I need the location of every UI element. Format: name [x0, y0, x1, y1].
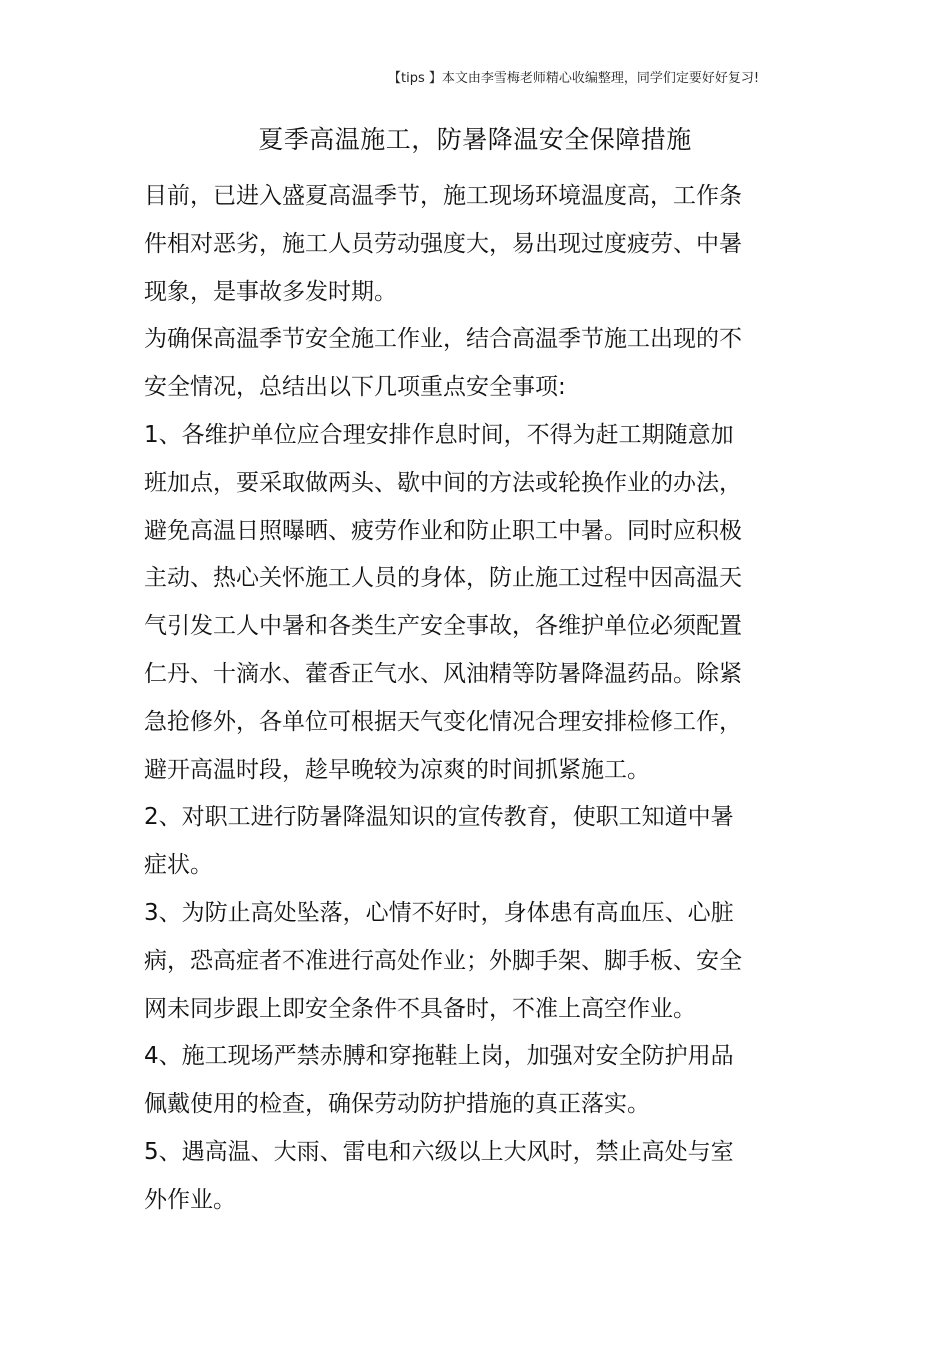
tips-note: 【tips 】本文由李雪梅老师精心收编整理，同学们定要好好复习!: [388, 71, 760, 86]
text-line: 安全情况，总结出以下几项重点安全事项:: [144, 374, 566, 401]
text-line: 1、各维护单位应合理安排作息时间，不得为赶工期随意加: [144, 421, 734, 448]
item-3: [144, 890, 744, 1033]
paragraph-intro: [144, 173, 744, 316]
text-line: 病，恐高症者不准进行高处作业；外脚手架、脚手板、安全: [144, 947, 742, 974]
text-line: 避免高温日照曝晒、疲劳作业和防止职工中暑。同时应积极: [144, 517, 742, 544]
document-body: [144, 173, 744, 1225]
text-line: 2、对职工进行防暑降温知识的宣传教育，使职工知道中暑: [144, 804, 734, 831]
text-line: 仁丹、十滴水、藿香正气水、风油精等防暑降温药品。除紧: [144, 660, 742, 687]
text-line: 外作业。: [144, 1186, 236, 1213]
page-title: 夏季高温施工，防暑降温安全保障措施: [258, 125, 692, 154]
text-line: 气引发工人中暑和各类生产安全事故，各维护单位必须配置: [144, 613, 742, 640]
text-line: 为确保高温季节安全施工作业，结合高温季节施工出现的不: [144, 326, 742, 353]
text-line: 现象，是事故多发时期。: [144, 278, 397, 305]
text-line: 网未同步跟上即安全条件不具备时，不准上高空作业。: [144, 995, 696, 1022]
text-line: 佩戴使用的检查，确保劳动防护措施的真正落实。: [144, 1091, 650, 1118]
text-line: 目前，已进入盛夏高温季节，施工现场环境温度高，工作条: [144, 183, 742, 209]
text-line: 4、施工现场严禁赤膊和穿拖鞋上岗，加强对安全防护用品: [144, 1043, 734, 1070]
text-line: 件相对恶劣，施工人员劳动强度大，易出现过度疲劳、中暑: [144, 230, 742, 257]
text-line: 避开高温时段，趁早晚较为凉爽的时间抓紧施工。: [144, 756, 650, 783]
text-line: 3、为防止高处坠落，心情不好时，身体患有高血压、心脏: [144, 899, 734, 926]
text-line: 急抢修外，各单位可根据天气变化情况合理安排检修工作，: [144, 708, 742, 735]
item-4: [144, 1033, 744, 1129]
item-1: [144, 412, 744, 794]
text-line: 症状。: [144, 852, 213, 879]
item-5: [144, 1129, 744, 1225]
paragraph-purpose: [144, 316, 744, 412]
item-2: [144, 794, 744, 890]
text-line: 主动、热心关怀施工人员的身体，防止施工过程中因高温天: [144, 565, 742, 592]
text-line: 班加点，要采取做两头、歇中间的方法或轮换作业的办法，: [144, 469, 742, 496]
text-line: 5、遇高温、大雨、雷电和六级以上大风时，禁止高处与室: [144, 1138, 734, 1165]
